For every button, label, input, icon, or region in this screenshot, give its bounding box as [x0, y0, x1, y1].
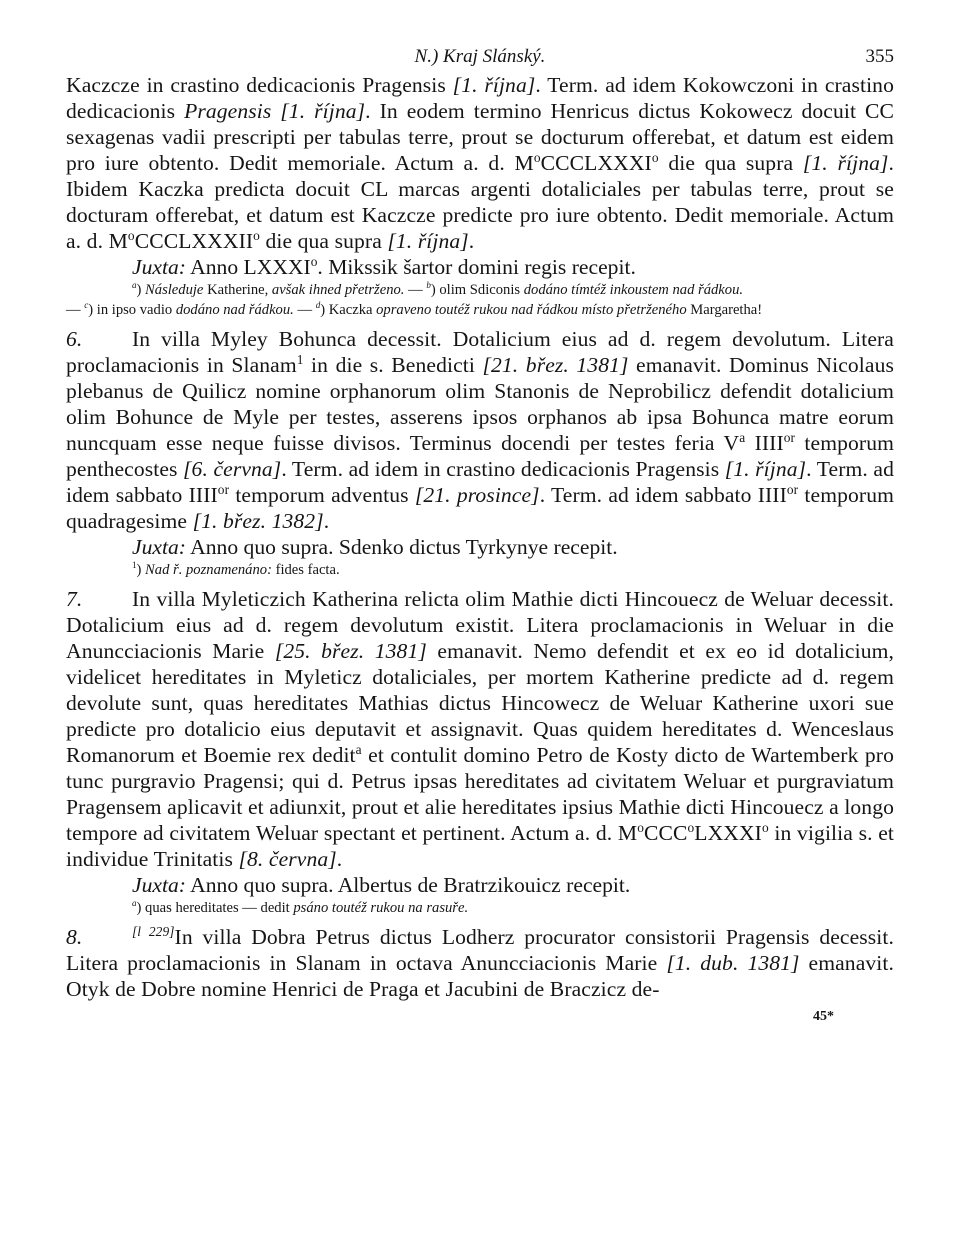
italic-text: [21. břez. 1381]	[482, 353, 629, 377]
superscript: a	[132, 898, 137, 909]
entry-8	[66, 924, 894, 1002]
text-run: fides facta.	[271, 562, 340, 578]
superscript: or	[786, 481, 799, 497]
text-run: CCCLXXXII	[134, 229, 254, 253]
text-run: CCC	[643, 821, 688, 845]
running-header	[66, 40, 894, 72]
italic-text: [1. dub. 1381]	[666, 951, 800, 975]
text-run: .	[323, 509, 330, 533]
superscript: o	[533, 149, 541, 165]
superscript: o	[127, 227, 135, 243]
text-run: emanavit. Nemo defendit et ex eo id dotalicium, videlicet hereditates in Myleticz dotaliciales, per mortem Katherine predicte ad d. regem devolute sunt, quas hereditates Mathias dictus Hincowecz de Weluar Katherine uxori sue predicte pro dotalicio eius deputavit et assignavit. Quas quidem hereditates d. Wenceslaus Romanorum et Boemie rex dedit	[66, 639, 894, 767]
italic-text: [1. října]	[452, 73, 536, 97]
superscript: a	[132, 280, 137, 291]
juxta-note	[66, 872, 894, 898]
superscript: or	[217, 481, 230, 497]
superscript: b	[426, 280, 431, 291]
text-run: Anno quo supra. Albertus de Bratrzikouicz recepit.	[185, 873, 631, 897]
text-run: emanavit. Dominus Nicolaus plebanus de Quilicz nomine orphanorum olim Stanonis de Neprobilicz defendit dotalicium olim Bohunce de Myle per testes, asserens ipsos orphanos ab ipsa Bohunca matre eorum nuncquam esse neque fuisse divisos. Terminus docendi per testes feria V	[66, 353, 894, 455]
continued-paragraph	[66, 72, 894, 254]
italic-text: Juxta:	[132, 535, 186, 559]
text-run: . Ibidem Kaczka predicta docuit CL marcas argenti dotaliciales per tabulas terre, prout se docturam offerebat, et datum est Kaczcze predicte pro iure obtento. Dedit memoriale. Actum a. d. M	[66, 151, 894, 253]
text-run: emanavit. Otyk de Dobre nomine Henrici de Praga et Jacubini de Braczicz de-	[66, 951, 894, 1001]
text-run: ) Kaczka	[320, 302, 377, 318]
text-run: . Term. ad idem sabbato IIII	[539, 483, 787, 507]
italic-text: avšak ihned přetrženo.	[271, 282, 405, 298]
text-run: ) olim Sdiconis	[430, 282, 524, 298]
text-run: in die s. Benedicti	[303, 353, 483, 377]
text-run: temporum penthecostes	[66, 431, 894, 481]
superscript: a	[355, 741, 362, 757]
text-run: . Term. ad idem Kokowczoni in crastino dedicacionis	[66, 73, 894, 123]
footnotes-block	[66, 898, 894, 918]
entry-text	[66, 327, 894, 533]
italic-text: Juxta:	[132, 255, 186, 279]
text-run: In villa Dobra Petrus dictus Lodherz procurator consistorii Pragensis decessit. Litera proclamacionis in Slanam in octava Anuncciacionis Marie	[66, 925, 895, 975]
footnote-line	[66, 898, 894, 918]
italic-text: opraveno toutéž rukou nad řádkou místo přetrženého	[376, 302, 687, 318]
footnotes-block	[66, 560, 894, 580]
italic-text: [8. června]	[238, 847, 337, 871]
superscript: o	[761, 819, 769, 835]
italic-text: [1. října]	[724, 457, 807, 481]
text-run: LXXXI	[694, 821, 762, 845]
text-run: Anno quo supra. Sdenko dictus Tyrkynye recepit.	[185, 535, 618, 559]
italic-text: dodáno nad řádkou.	[175, 302, 294, 318]
text-run: temporum quadragesime	[66, 483, 894, 533]
italic-text: [1. října]	[802, 151, 889, 175]
juxta-note	[66, 254, 894, 280]
superscript: o	[253, 227, 260, 243]
text-run: Katherine,	[203, 282, 272, 298]
superscript: [l 229]	[132, 923, 175, 939]
text-run: temporum adventus	[229, 483, 415, 507]
italic-text: [1. břez. 1382]	[192, 509, 324, 533]
italic-text: dodáno tímtéž inkoustem nad řádkou.	[523, 282, 744, 298]
entry-number: 8.	[66, 925, 83, 949]
text-run: Anno LXXXI	[185, 255, 311, 279]
text-run: In villa Myleticzich Katherina relicta olim Mathie dicti Hincouecz de Weluar decessit. Dotalicium eius ad d. regem devolutum existit. Litera proclamacionis in Weluar in die Anuncciacionis Marie	[66, 587, 894, 663]
text-run: CCCLXXXI	[540, 151, 652, 175]
text-run: —	[293, 302, 316, 318]
text-run: die qua supra	[658, 151, 803, 175]
text-run: )	[136, 282, 146, 298]
text-run: . In eodem termino Henricus dictus Kokowecz docuit CC sexagenas vadii prescripti per tabulas terre, prout se docturum offerebat, et datum est eidem pro iure obtento. Dedit memoriale. Actum a. d. M	[66, 99, 894, 175]
italic-text: psáno toutéž rukou na rasuře.	[293, 900, 469, 916]
text-run: . Term. ad idem in crastino dedicacionis Pragensis	[281, 457, 725, 481]
text-run: . Term. ad idem sabbato IIII	[66, 457, 894, 507]
text-run: ) quas hereditates — dedit	[136, 900, 294, 916]
italic-text: [25. břez. 1381]	[274, 639, 427, 663]
italic-text: Juxta:	[132, 873, 186, 897]
footnote-line	[66, 300, 894, 320]
text-run: .	[468, 229, 475, 253]
text-run: —	[404, 282, 427, 298]
italic-text: Nad ř. poznamenáno:	[145, 562, 272, 578]
footnotes-block	[66, 280, 894, 320]
page-number: 355	[865, 46, 894, 67]
entry-6	[66, 326, 894, 534]
superscript: d	[315, 300, 321, 311]
text-run: —	[66, 302, 85, 318]
running-title: N.) Kraj Slánský.	[414, 46, 546, 67]
superscript: c	[84, 300, 89, 311]
superscript: 1	[296, 351, 304, 367]
entry-7	[66, 586, 894, 872]
footnote-line	[66, 560, 894, 580]
superscript: a	[739, 429, 746, 445]
entry-text	[66, 587, 894, 871]
entry-number: 7.	[66, 587, 83, 611]
text-run: in vigilia s. et individue Trinitatis	[66, 821, 895, 871]
text-run: Margaretha!	[686, 302, 763, 318]
entry-text	[66, 925, 894, 1001]
juxta-note	[66, 534, 894, 560]
text-run: et contulit domino Petro de Kosty dicto de Wartemberk pro tunc purgravio Pragensi; qui d. Petrus ipsas hereditates ad civitatem Weluar et purgraviatum Pragensem aplicavit et adiunxit, prout et alie hereditates ipsius Mathie dicti Hincouecz a longo tempore ad civitatem Weluar spectant et pertinent. Actum a. d. M	[66, 743, 894, 845]
italic-text: [6. června]	[183, 457, 282, 481]
superscript: o	[637, 819, 644, 835]
italic-text: [1. října]	[387, 229, 469, 253]
text-run: .	[336, 847, 343, 871]
text-run: . Mikssik šartor domini regis recepit.	[317, 255, 636, 279]
text-run: die qua supra	[259, 229, 388, 253]
italic-text: [21. prosince]	[414, 483, 540, 507]
text-run: In villa Myley Bohunca decessit. Dotalicium eius ad d. regem devolutum. Litera proclamacionis in Slanam	[66, 327, 894, 377]
superscript: o	[310, 253, 318, 269]
text-run: IIII	[745, 431, 784, 455]
footnote-line	[66, 280, 894, 300]
text-run: ) in ipso vadio	[88, 302, 176, 318]
document-page	[66, 40, 894, 1026]
superscript: o	[651, 149, 659, 165]
superscript: or	[783, 429, 796, 445]
italic-text: Pragensis [1. října]	[184, 99, 366, 123]
entry-number: 6.	[66, 327, 83, 351]
signature-mark: 45*	[813, 1009, 834, 1024]
superscript: 1	[132, 560, 137, 571]
superscript: o	[687, 819, 695, 835]
text-run: Kaczcze in crastino dedicacionis Pragensis	[66, 73, 453, 97]
italic-text: Následuje	[145, 282, 204, 298]
text-run: )	[136, 562, 146, 578]
